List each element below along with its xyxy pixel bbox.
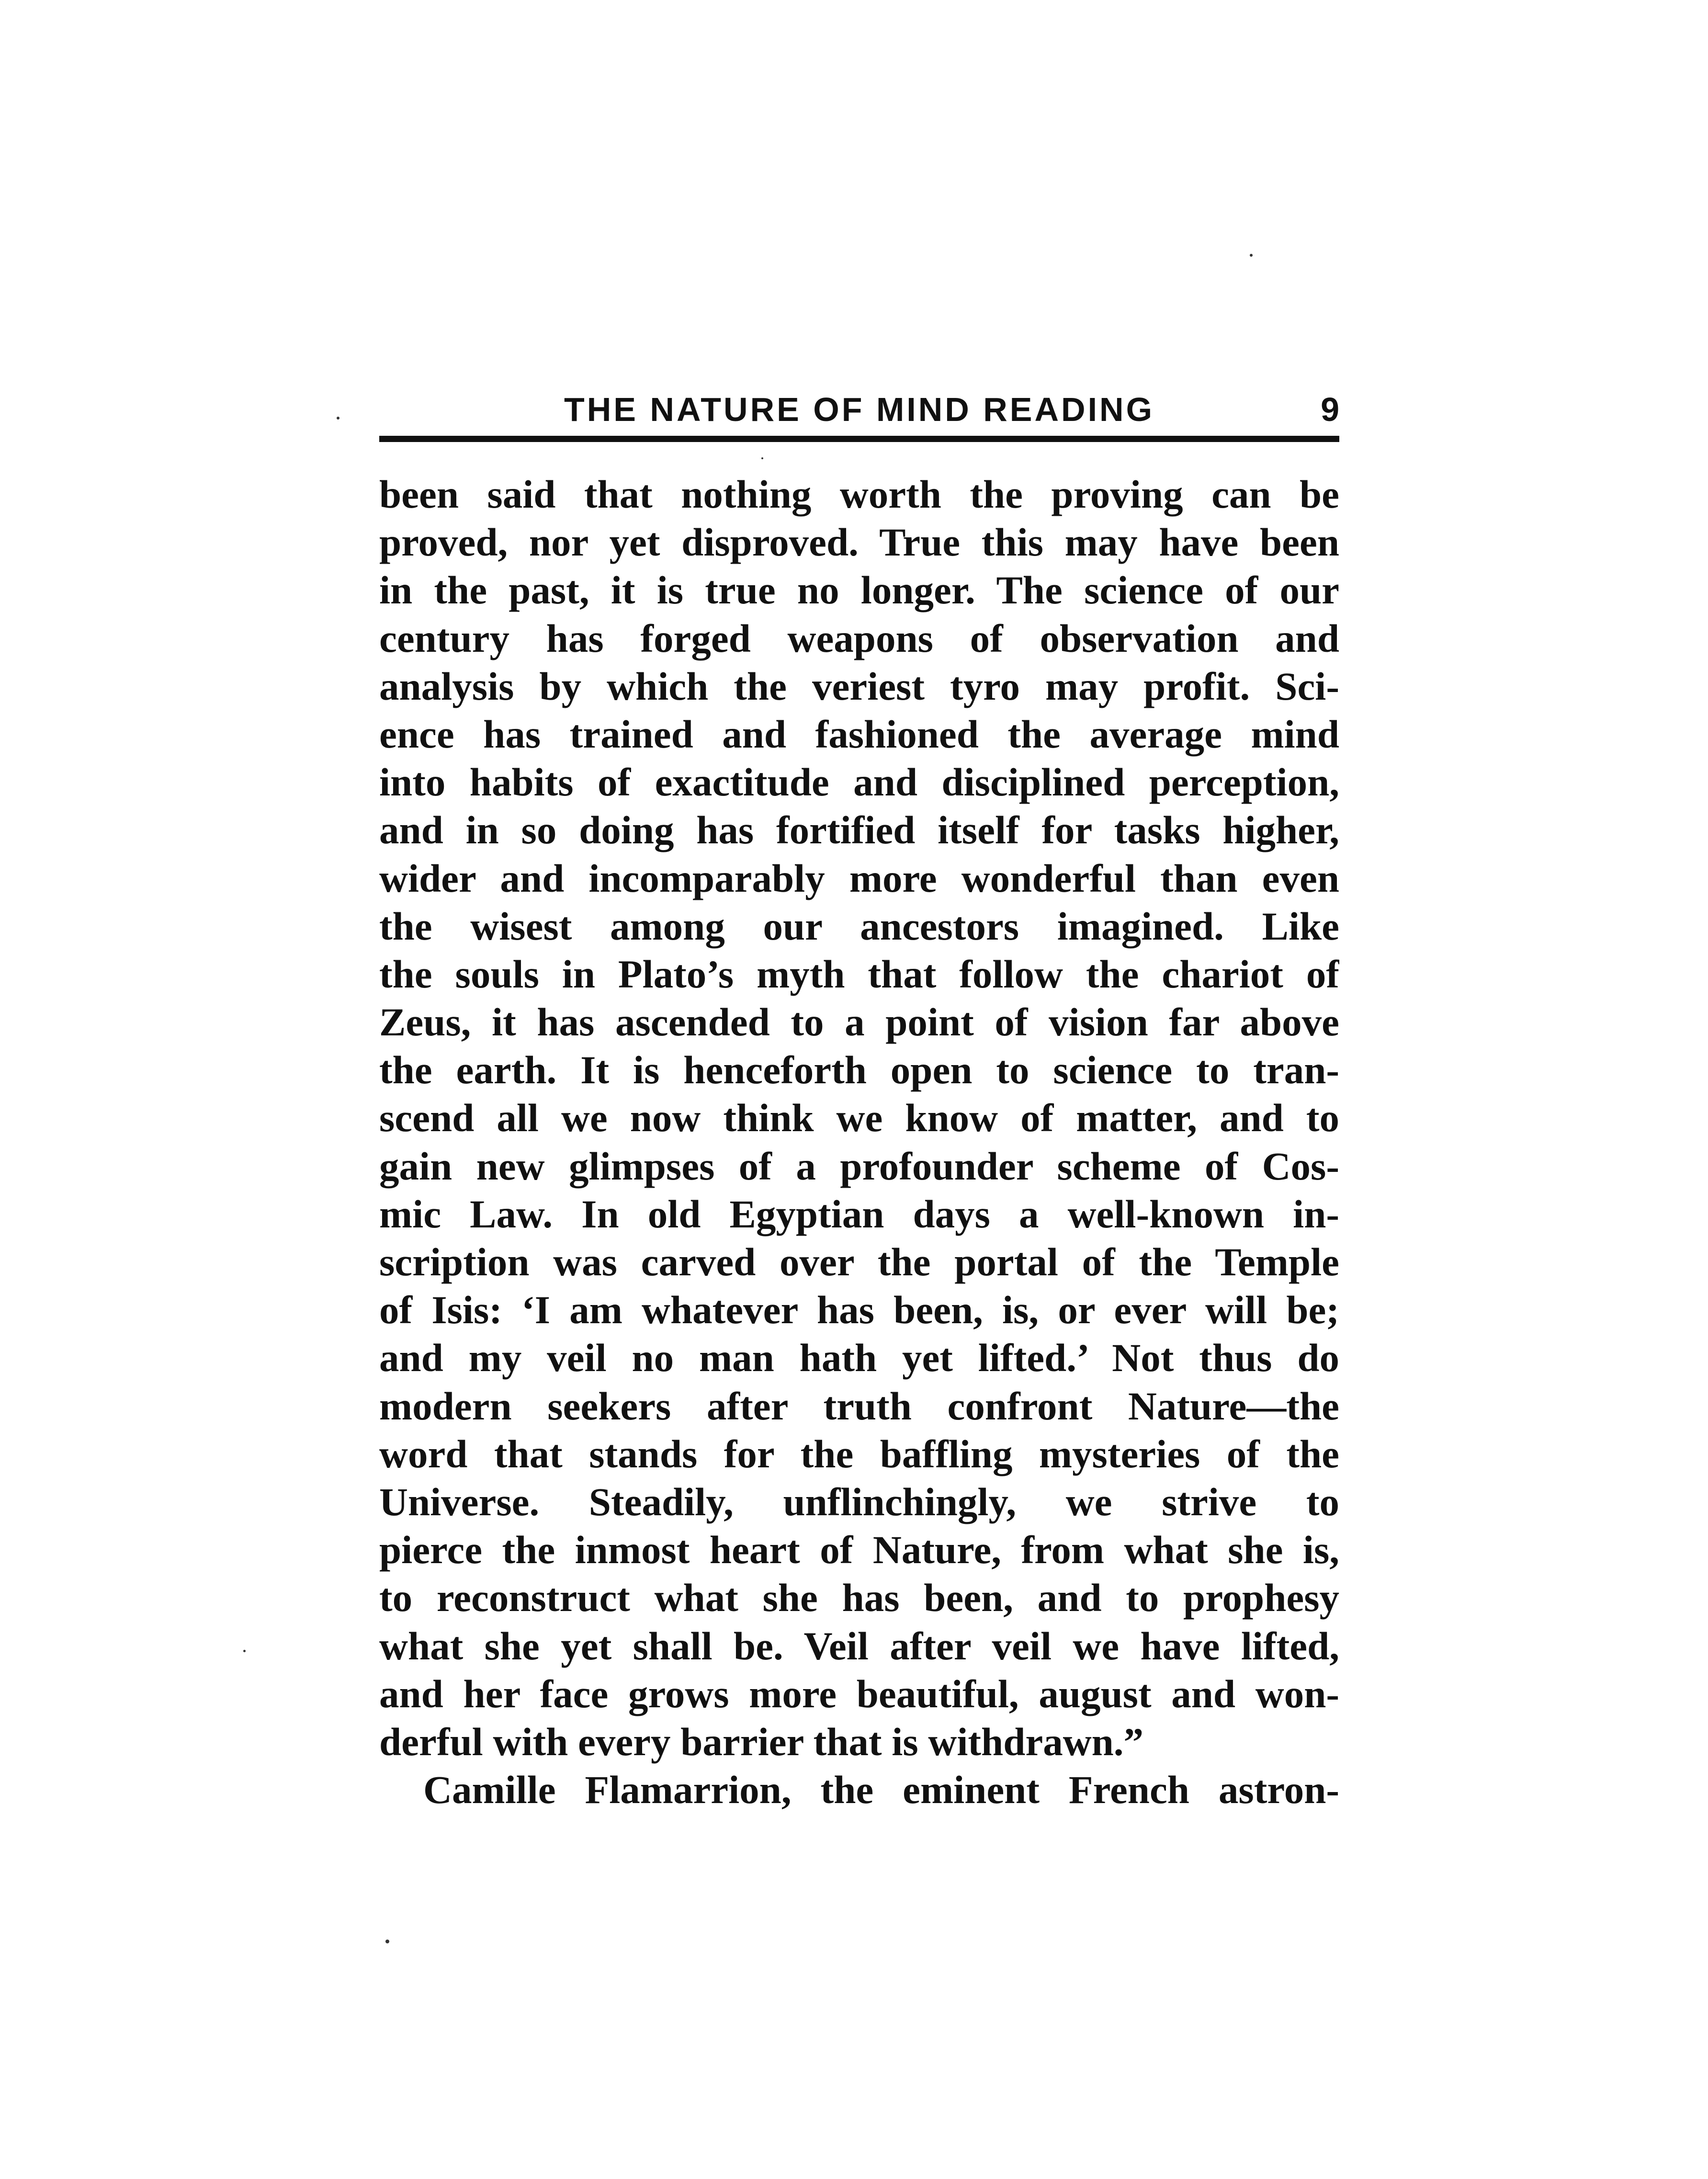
text-line: into habits of exactitude and disciplined perception, — [379, 760, 1339, 805]
text-line: Zeus, it has ascended to a point of vision far above — [379, 1000, 1339, 1044]
text-line: Universe. Steadily, unflinchingly, we strive to — [379, 1479, 1339, 1524]
text-line: proved, nor yet disproved. True this may have been — [379, 520, 1339, 565]
text-line: what she yet shall be. Veil after veil we have lifted, — [379, 1623, 1339, 1668]
text-line: derful with every barrier that is withdrawn.” — [379, 1719, 1144, 1764]
running-head — [379, 388, 1339, 431]
text-line: and her face grows more beautiful, august and won- — [379, 1671, 1339, 1716]
text-line: Camille Flamarrion, the eminent French astron- — [423, 1768, 1339, 1812]
text-line: in the past, it is true no longer. The science of our — [379, 568, 1339, 613]
scan-speck — [337, 417, 339, 420]
text-line: ence has trained and fashioned the average mind — [379, 712, 1339, 756]
page-number: 9 — [1321, 391, 1339, 428]
text-line: century has forged weapons of observation and — [379, 616, 1339, 660]
scan-speck — [761, 457, 763, 459]
text-line: pierce the inmost heart of Nature, from what she is, — [379, 1528, 1339, 1572]
text-line: the wisest among our ancestors imagined. Like — [379, 904, 1339, 948]
text-line: the souls in Plato’s myth that follow the chariot of — [379, 952, 1339, 996]
scan-speck — [1250, 254, 1253, 257]
text-line: to reconstruct what she has been, and to prophesy — [379, 1576, 1339, 1620]
text-line: analysis by which the veriest tyro may profit. Sci- — [379, 664, 1339, 708]
text-line: scend all we now think we know of matter, and to — [379, 1096, 1339, 1140]
scan-speck — [243, 1650, 246, 1652]
text-line: of Isis: ‘I am whatever has been, is, or ever will be; — [379, 1288, 1339, 1332]
text-line: been said that nothing worth the proving can be — [379, 472, 1339, 516]
text-line: modern seekers after truth confront Nature—the — [379, 1384, 1339, 1428]
body-text — [379, 470, 1339, 1814]
running-title: THE NATURE OF MIND READING — [564, 391, 1155, 428]
text-line: wider and incomparably more wonderful than even — [379, 856, 1339, 900]
text-line: and in so doing has fortified itself for tasks higher, — [379, 808, 1339, 852]
text-line: scription was carved over the portal of the Temple — [379, 1240, 1339, 1284]
text-line: and my veil no man hath yet lifted.’ Not thus do — [379, 1336, 1339, 1380]
text-line: mic Law. In old Egyptian days a well-known in- — [379, 1192, 1339, 1236]
text-line: word that stands for the baffling mysteries of the — [379, 1431, 1339, 1476]
text-line: the earth. It is henceforth open to science to tran- — [379, 1048, 1339, 1092]
text-line: gain new glimpses of a profounder scheme of Cos- — [379, 1144, 1339, 1188]
header-rule — [379, 436, 1339, 442]
scan-speck — [385, 1940, 389, 1943]
